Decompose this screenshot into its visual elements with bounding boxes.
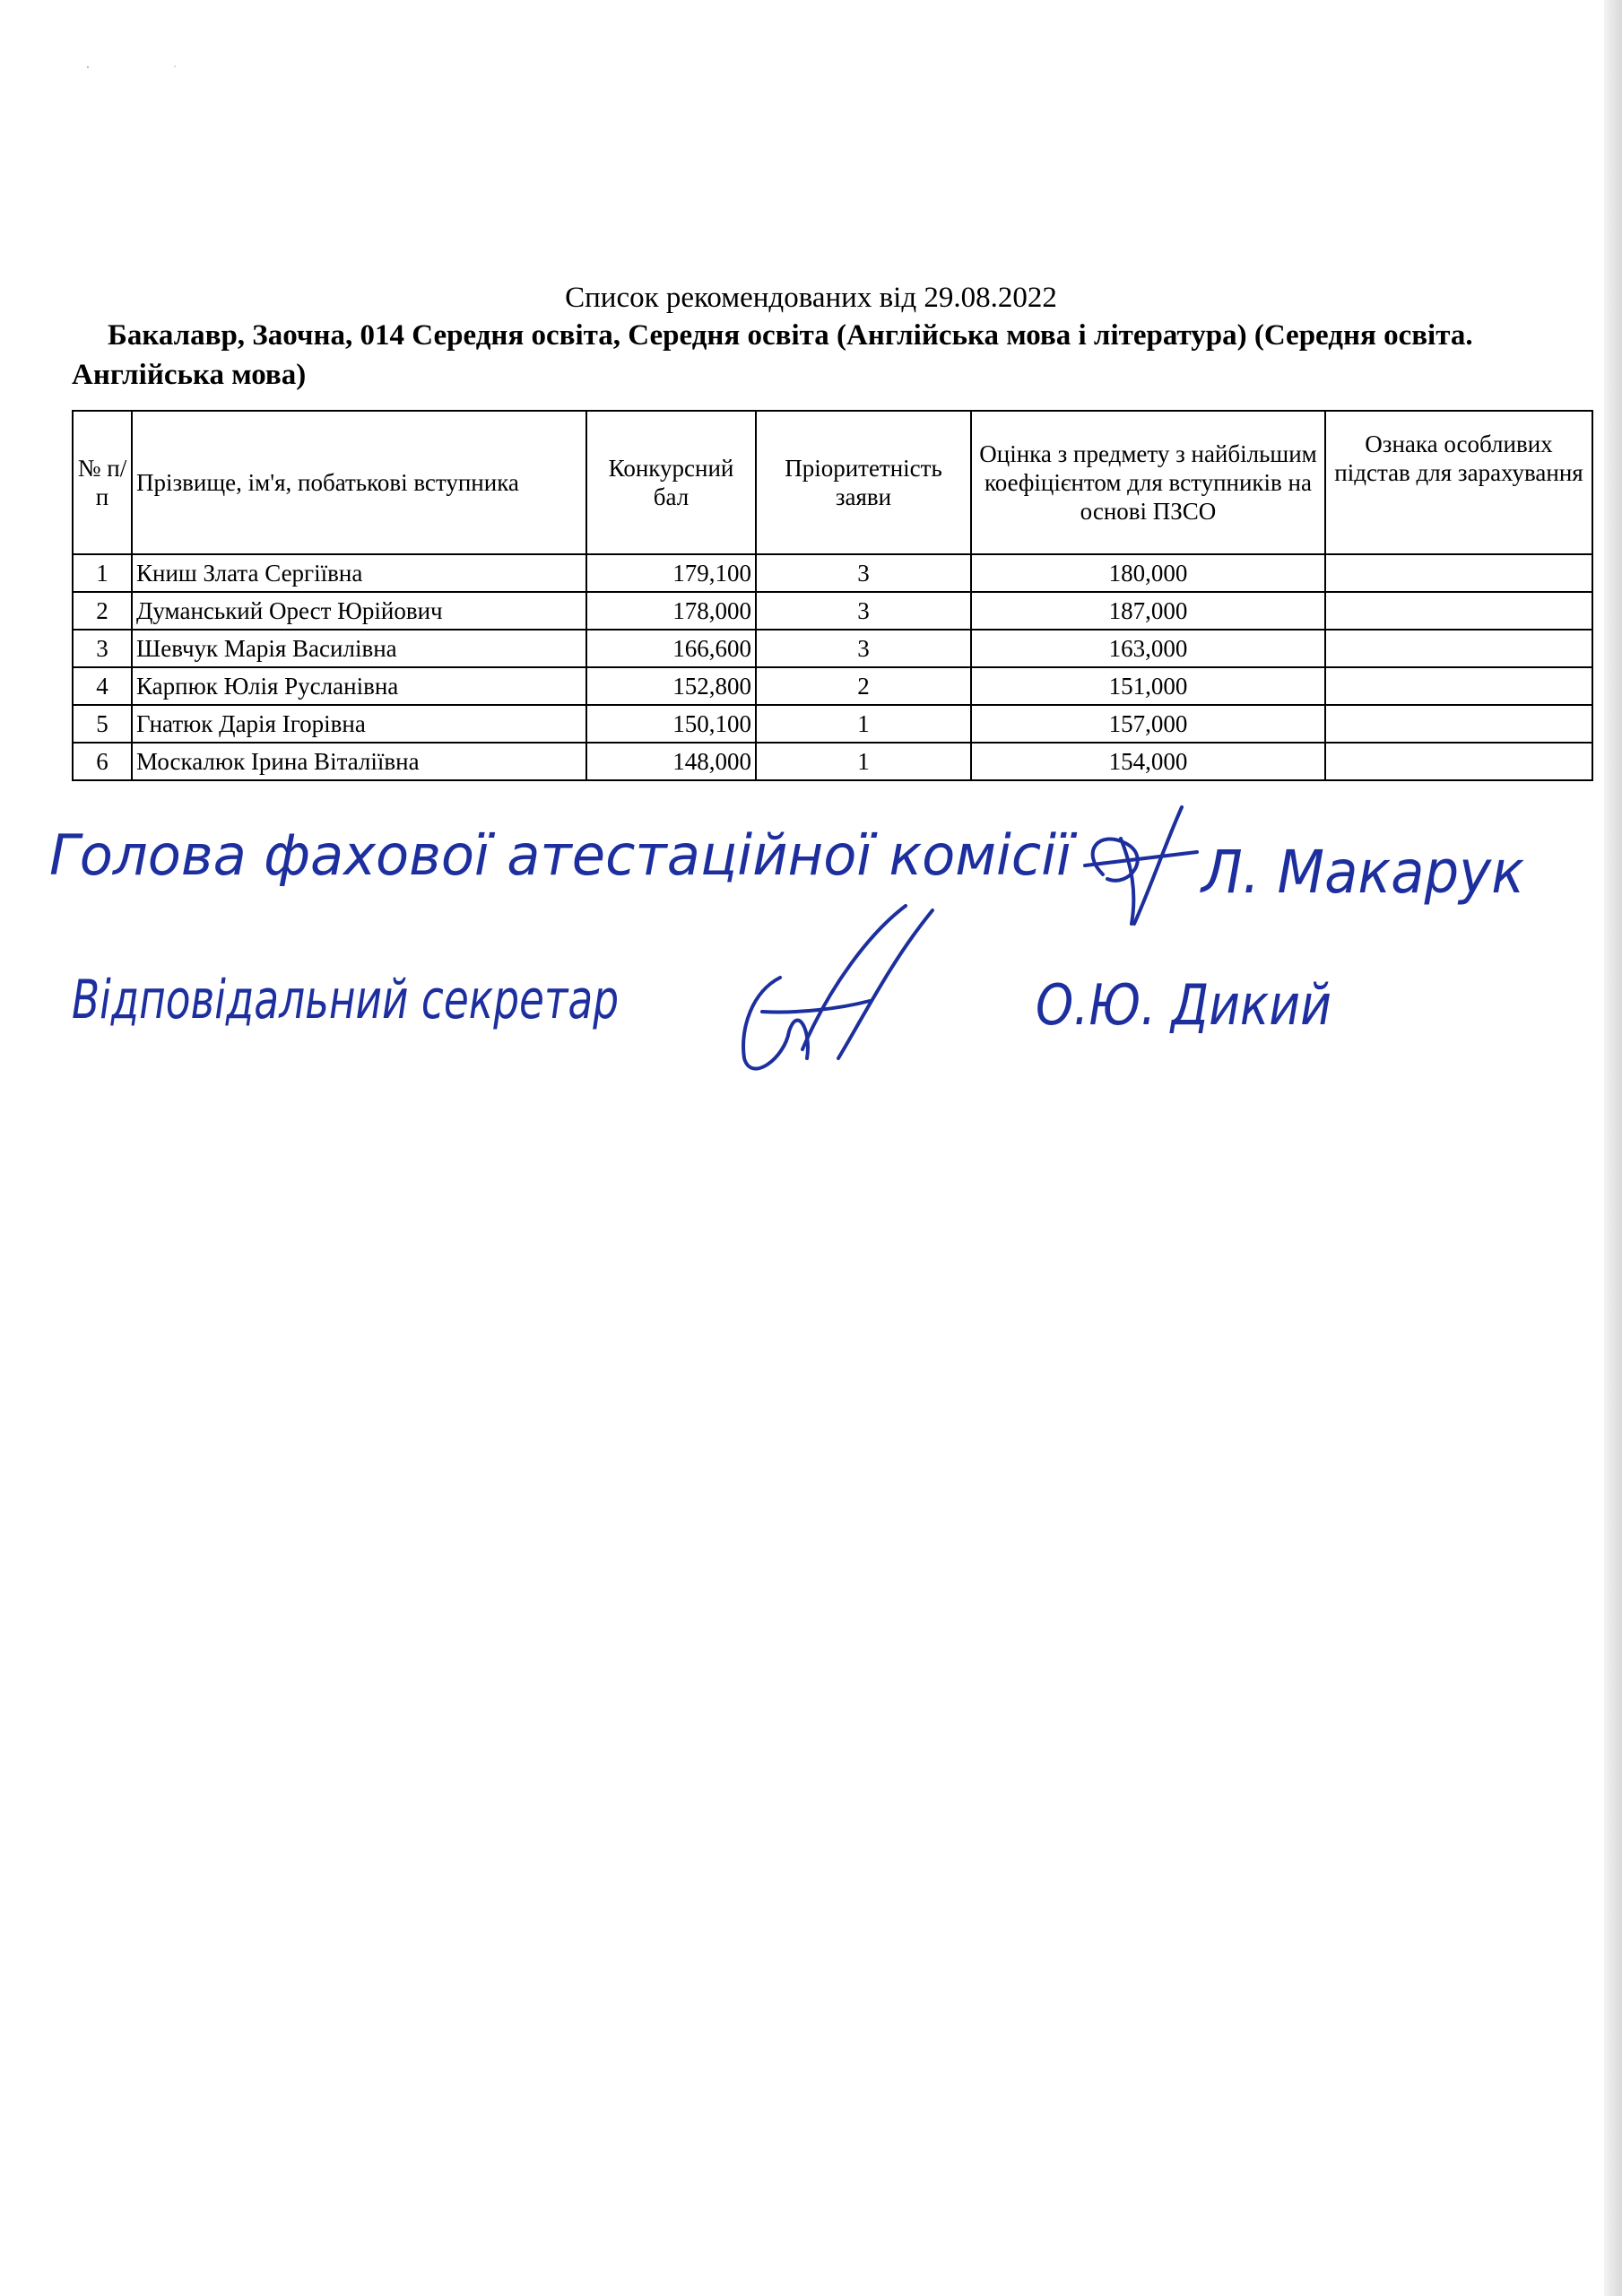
table-row [73,743,1592,780]
cell-num: 6 [73,743,132,780]
cell-priority: 1 [756,743,971,780]
cell-basis [1325,705,1592,743]
cell-basis [1325,667,1592,705]
document-title: Список рекомендованих від 29.08.2022 [565,282,1057,314]
cell-basis [1325,592,1592,630]
cell-num: 1 [73,554,132,592]
secretary-name-handwritten: О.Ю. Дикий [1036,972,1331,1038]
cell-score: 178,000 [586,592,756,630]
col-header-score: Конкурсний бал [586,411,756,554]
col-header-name: Прізвище, ім'я, побатькові вступника [132,411,586,554]
cell-grade: 157,000 [971,705,1325,743]
cell-num: 4 [73,667,132,705]
cell-num: 2 [73,592,132,630]
document-subtitle: Бакалавр, Заочна, 014 Середня освіта, Середня освіта (Англійська мова і література) (Середня освіта. Англійська мова) [72,319,1473,391]
cell-score: 148,000 [586,743,756,780]
table-header-row [73,411,1592,554]
col-header-priority: Пріоритетність заяви [756,411,971,554]
table-row [73,554,1592,592]
cell-priority: 1 [756,705,971,743]
cell-score: 179,100 [586,554,756,592]
chair-signature-mark [1085,807,1197,924]
secretary-role-handwritten: Відповідальний секретар [72,969,619,1031]
cell-basis [1325,743,1592,780]
cell-score: 166,600 [586,630,756,667]
cell-name: Москалюк Ірина Віталіївна [132,743,586,780]
cell-basis [1325,630,1592,667]
cell-num: 5 [73,705,132,743]
cell-priority: 3 [756,630,971,667]
cell-name: Книш Злата Сергіївна [132,554,586,592]
cell-grade: 180,000 [971,554,1325,592]
table-row [73,667,1592,705]
table-row [73,630,1592,667]
cell-grade: 151,000 [971,667,1325,705]
col-header-basis: Ознака особливих підстав для зарахування [1325,411,1592,554]
cell-score: 150,100 [586,705,756,743]
col-header-num: № п/п [73,411,132,554]
scan-edge [1604,0,1622,2296]
table-row [73,592,1592,630]
cell-name: Шевчук Марія Василівна [132,630,586,667]
signature-canvas [0,789,1622,1112]
cell-score: 152,800 [586,667,756,705]
recommended-list-table [72,410,1593,781]
cell-grade: 163,000 [971,630,1325,667]
table-row [73,705,1592,743]
cell-basis [1325,554,1592,592]
col-header-grade: Оцінка з предмету з найбільшим коефіцієнтом для вступників на основі ПЗСО [971,411,1325,554]
scan-specks [81,63,188,72]
cell-grade: 187,000 [971,592,1325,630]
cell-num: 3 [73,630,132,667]
cell-grade: 154,000 [971,743,1325,780]
cell-priority: 3 [756,554,971,592]
cell-priority: 3 [756,592,971,630]
chair-name-handwritten: Л. Макарук [1200,838,1525,907]
secretary-signature-mark [743,906,932,1069]
chair-role-handwritten: Голова фахової атестаційної комісії [49,822,1078,888]
cell-name: Думанський Орест Юрійович [132,592,586,630]
cell-name: Гнатюк Дарія Ігорівна [132,705,586,743]
cell-name: Карпюк Юлія Русланівна [132,667,586,705]
signature-block [0,789,1622,1112]
cell-priority: 2 [756,667,971,705]
